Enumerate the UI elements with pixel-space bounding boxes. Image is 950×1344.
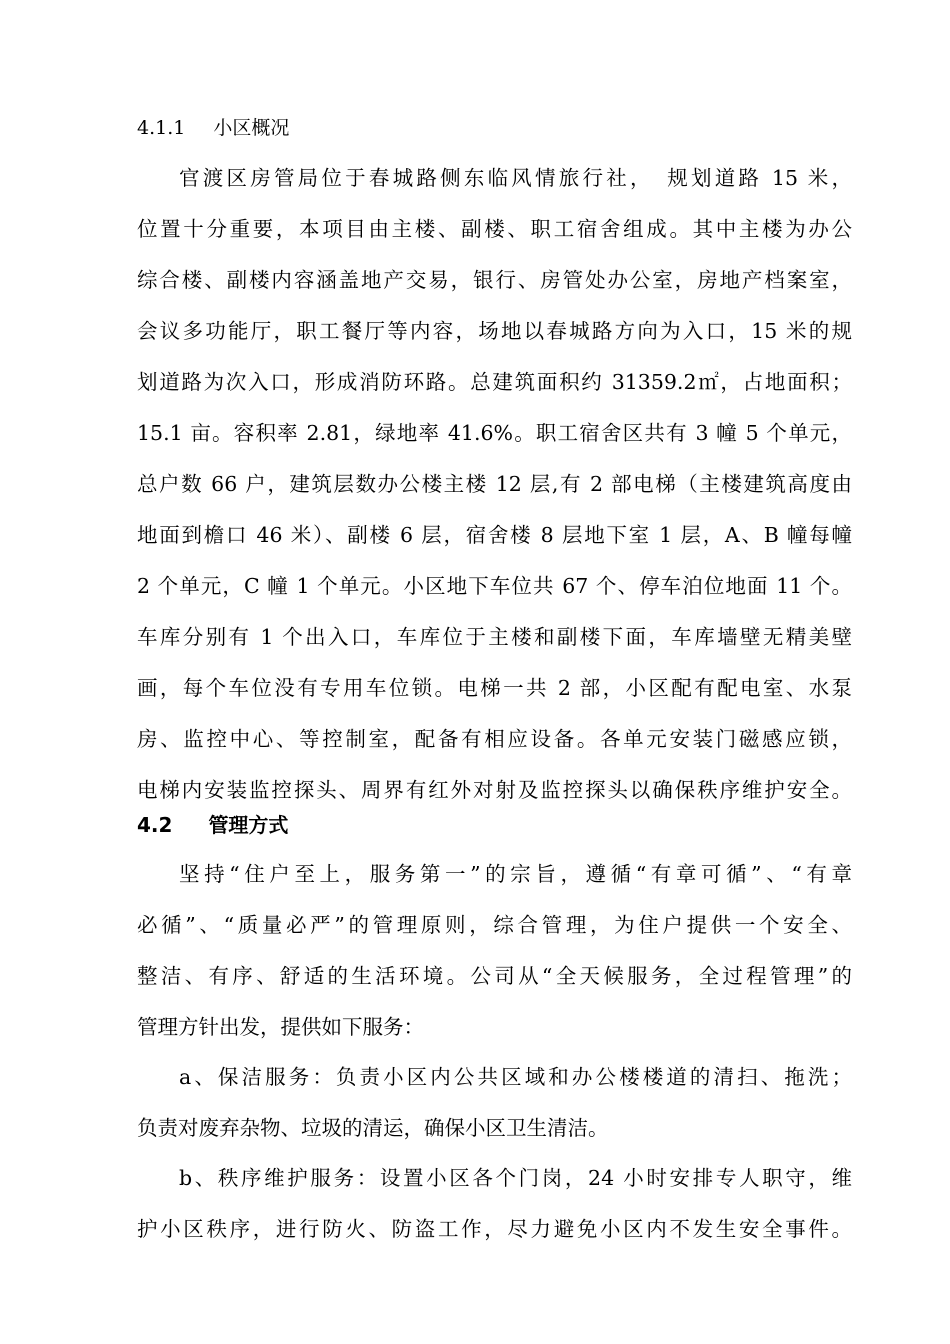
paragraph-line: 会议多功能厅，职工餐厅等内容，场地以春城路方向为入口，15 米的规: [137, 319, 852, 343]
paragraph-line: 负责对废弃杂物、垃圾的清运，确保小区卫生清洁。: [137, 1116, 609, 1140]
paragraph-line: 画，每个车位没有专用车位锁。电梯一共 2 部，小区配有配电室、水泵: [137, 676, 852, 700]
paragraph-line: 总户数 66 户，建筑层数办公楼主楼 12 层,有 2 部电梯（主楼建筑高度由: [137, 472, 852, 496]
paragraph-security-service: [137, 1153, 852, 1255]
paragraph-line: 15.1 亩。容积率 2.81，绿地率 41.6%。职工宿舍区共有 3 幢 5 个单元，: [137, 421, 852, 445]
paragraph-line: 综合楼、副楼内容涵盖地产交易，银行、房管处办公室，房地产档案室，: [137, 268, 852, 292]
paragraph-line: a、保洁服务：负责小区内公共区域和办公楼楼道的清扫、拖洗；: [179, 1065, 852, 1089]
paragraph-line: 护小区秩序，进行防火、防盗工作，尽力避免小区内不发生安全事件。: [137, 1217, 852, 1241]
paragraph-line: 官渡区房管局位于春城路侧东临风情旅行社， 规划道路 15 米，: [179, 166, 852, 190]
paragraph-line: 房、监控中心、等控制室，配备有相应设备。各单元安装门磁感应锁，: [137, 727, 852, 751]
paragraph-line: b、秩序维护服务：设置小区各个门岗，24 小时安排专人职守，维: [179, 1166, 852, 1190]
paragraph-line: 位置十分重要，本项目由主楼、副楼、职工宿舍组成。其中主楼为办公: [137, 217, 852, 241]
paragraph-line: 划道路为次入口，形成消防环路。总建筑面积约 31359.2㎡，占地面积；: [137, 370, 852, 394]
paragraph-line: 2 个单元，C 幢 1 个单元。小区地下车位共 67 个、停车泊位地面 11 个。: [137, 574, 852, 598]
paragraph-line: 车库分别有 1 个出入口，车库位于主楼和副楼下面，车库墙壁无精美壁: [137, 625, 852, 649]
paragraph-overview: [137, 153, 852, 816]
paragraph-cleaning-service: [137, 1052, 852, 1154]
section-number: 4.1.1: [137, 117, 186, 139]
section-heading-4-1-1: [137, 103, 852, 154]
paragraph-line: 地面到檐口 46 米）、副楼 6 层，宿舍楼 8 层地下室 1 层，A、B 幢每幢: [137, 523, 852, 547]
paragraph-principle: [137, 849, 852, 1053]
paragraph-line: 整洁、有序、舒适的生活环境。公司从“全天候服务，全过程管理”的: [137, 964, 852, 988]
paragraph-line: 坚持“住户至上，服务第一”的宗旨，遵循“有章可循”、“有章: [179, 862, 852, 886]
paragraph-line: 电梯内安装监控探头、周界有红外对射及监控探头以确保秩序维护安全。: [137, 778, 852, 802]
paragraph-line: 管理方针出发，提供如下服务：: [137, 1015, 424, 1039]
section-number: 4.2: [137, 813, 173, 837]
section-heading-4-2: [137, 800, 852, 851]
section-title: 小区概况: [213, 117, 290, 139]
paragraph-line: 必循”、“质量必严”的管理原则，综合管理，为住户提供一个安全、: [137, 913, 852, 937]
section-title: 管理方式: [208, 813, 289, 837]
